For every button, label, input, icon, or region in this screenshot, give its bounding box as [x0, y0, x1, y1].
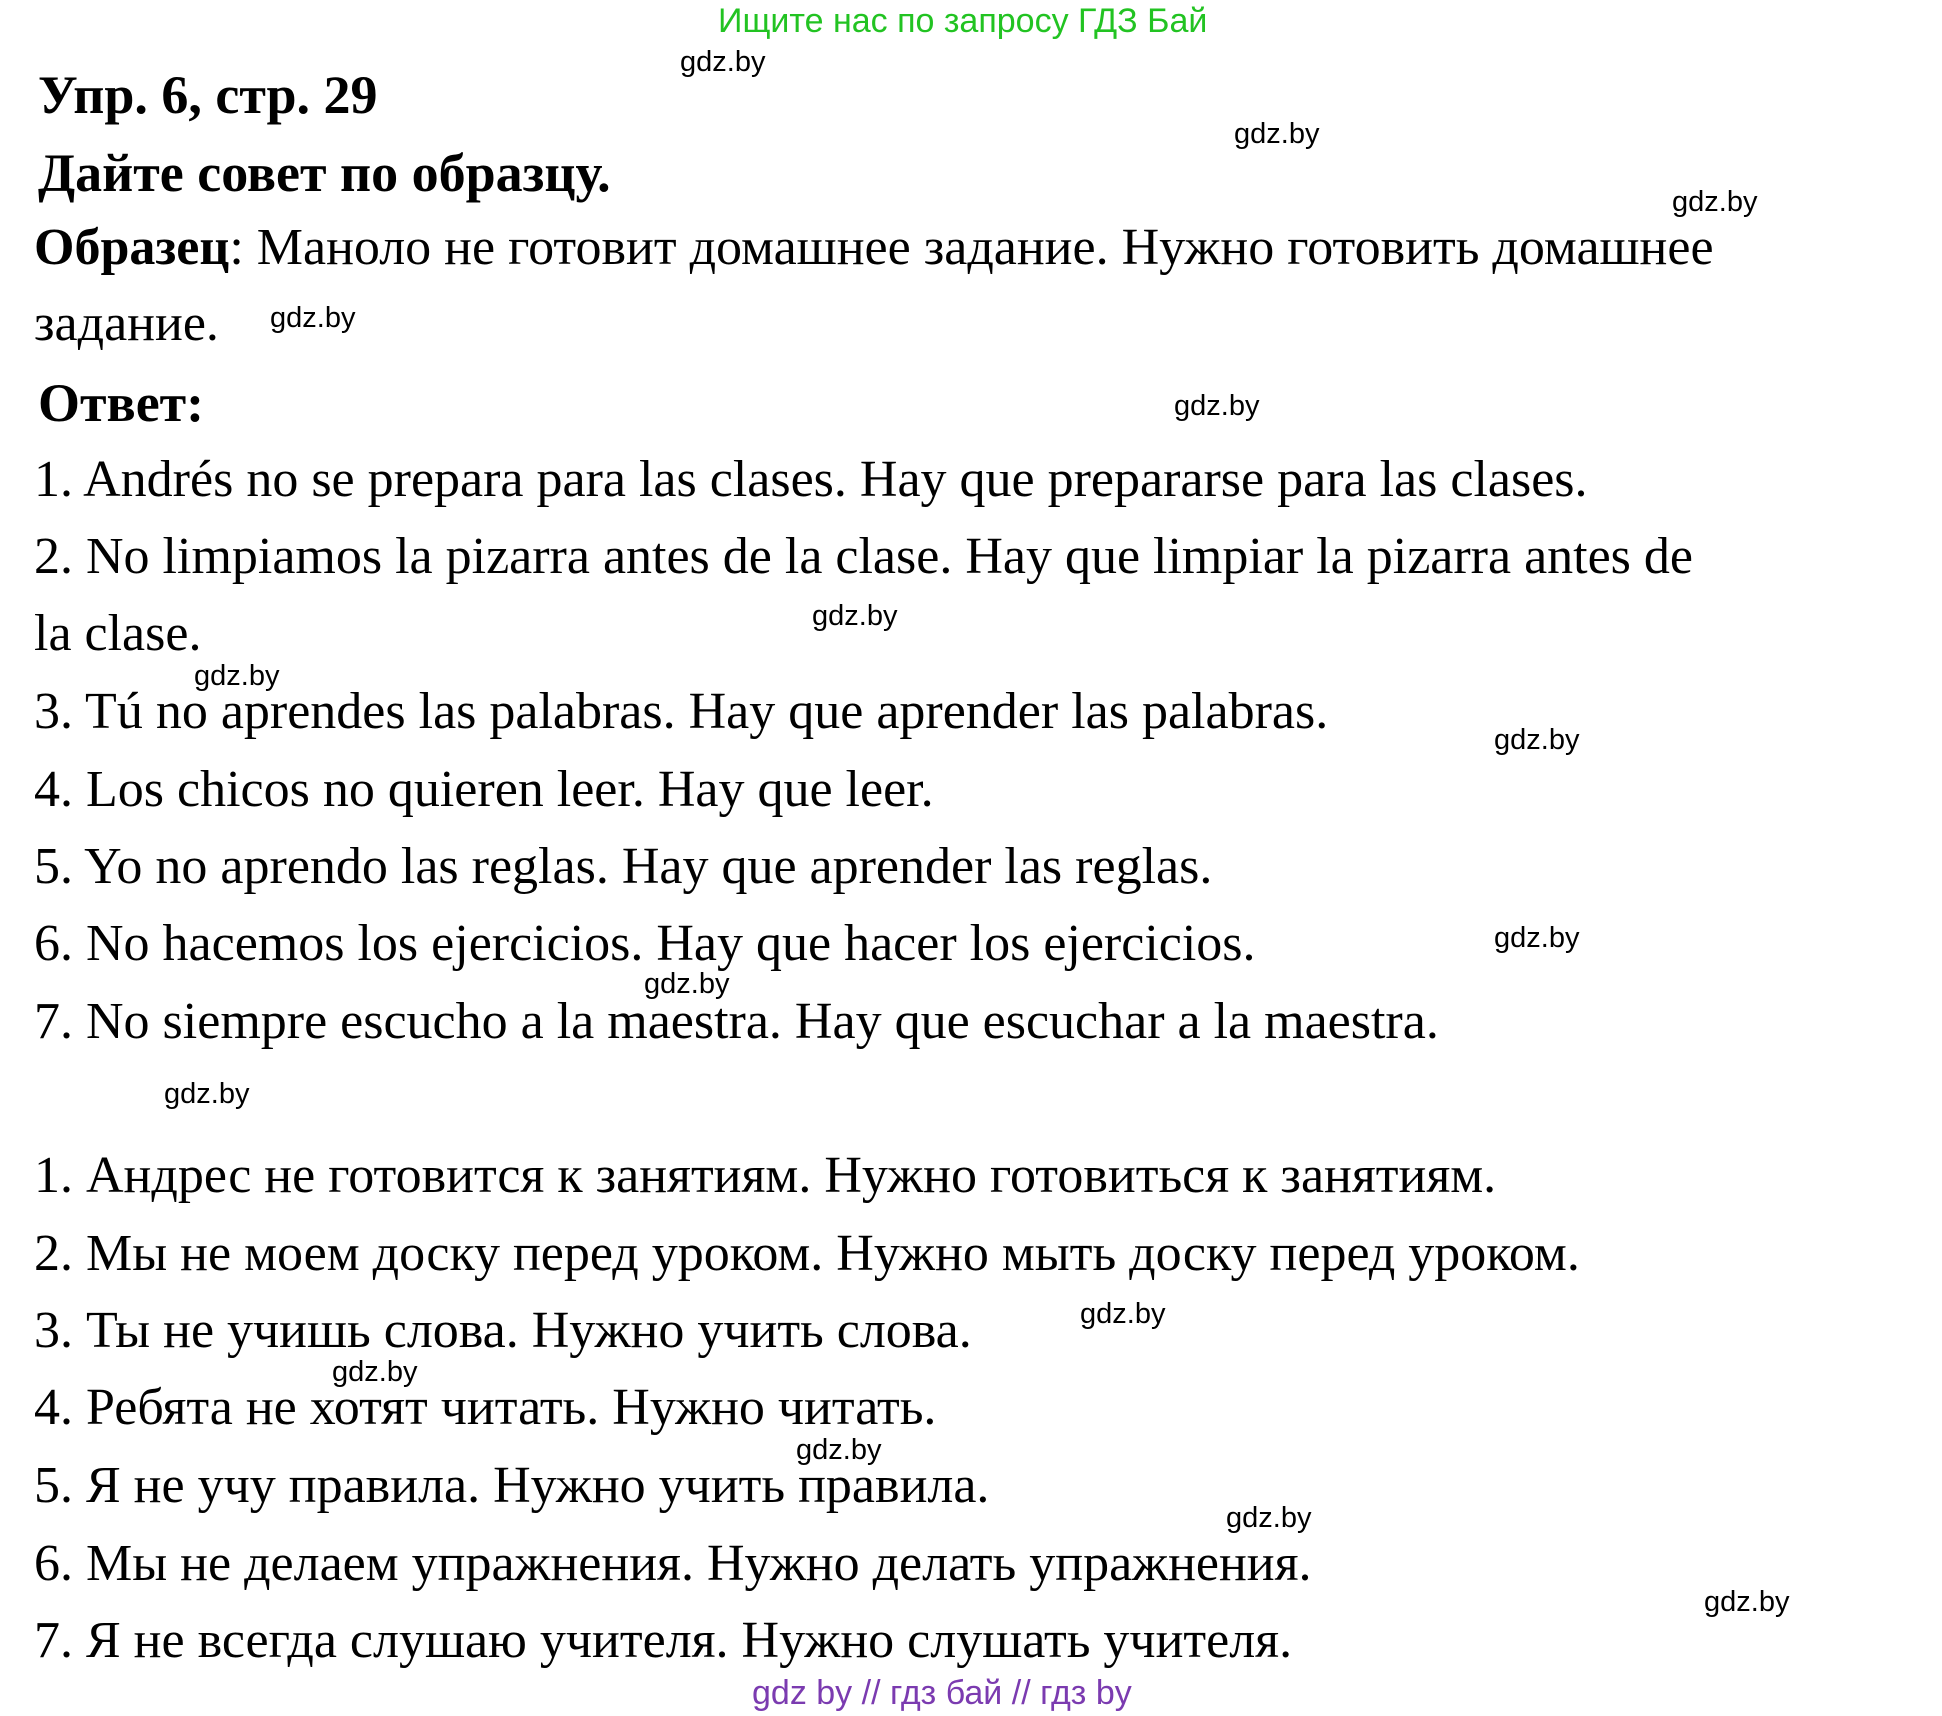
- watermark: gdz.by: [194, 660, 280, 692]
- spanish-line: 7. No siempre escucho a la maestra. Hay que escuchar a la maestra.: [34, 993, 1439, 1050]
- footer-links: gdz by // гдз бай // гдз by: [752, 1674, 1132, 1712]
- sample-label: Образец: [34, 219, 230, 276]
- task-instruction: Дайте совет по образцу.: [38, 143, 611, 203]
- spanish-line: 2. No limpiamos la pizarra antes de la clase. Hay que limpiar la pizarra antes de: [34, 528, 1693, 585]
- watermark: gdz.by: [1704, 1586, 1790, 1618]
- russian-line: 5. Я не учу правила. Нужно учить правила.: [34, 1457, 990, 1514]
- sample-line-1: [34, 218, 1714, 277]
- russian-line: 7. Я не всегда слушаю учителя. Нужно слушать учителя.: [34, 1612, 1293, 1669]
- watermark: gdz.by: [1672, 186, 1758, 218]
- russian-line: 4. Ребята не хотят читать. Нужно читать.: [34, 1379, 937, 1436]
- watermark: gdz.by: [164, 1078, 250, 1110]
- watermark: gdz.by: [680, 46, 766, 78]
- watermark: gdz.by: [270, 302, 356, 334]
- answer-label: Ответ:: [38, 373, 205, 433]
- sample-text: : Маноло не готовит домашнее задание. Нужно готовить домашнее: [229, 219, 1714, 276]
- russian-line: 3. Ты не учишь слова. Нужно учить слова.: [34, 1302, 972, 1359]
- watermark: gdz.by: [1494, 724, 1580, 756]
- watermark: gdz.by: [796, 1434, 882, 1466]
- watermark: gdz.by: [1080, 1298, 1166, 1330]
- search-banner: Ищите нас по запросу ГДЗ Бай: [718, 2, 1208, 40]
- watermark: gdz.by: [1226, 1502, 1312, 1534]
- spanish-line: la clase.: [34, 605, 202, 662]
- watermark: gdz.by: [1234, 118, 1320, 150]
- spanish-line: 4. Los chicos no quieren leer. Hay que leer.: [34, 761, 934, 818]
- watermark: gdz.by: [1494, 922, 1580, 954]
- watermark: gdz.by: [1174, 390, 1260, 422]
- spanish-line: 6. No hacemos los ejercicios. Hay que hacer los ejercicios.: [34, 915, 1256, 972]
- watermark: gdz.by: [812, 600, 898, 632]
- russian-line: 2. Мы не моем доску перед уроком. Нужно мыть доску перед уроком.: [34, 1225, 1580, 1282]
- spanish-line: 1. Andrés no se prepara para las clases. Hay que prepararse para las clases.: [34, 451, 1588, 508]
- spanish-line: 3. Tú no aprendes las palabras. Hay que aprender las palabras.: [34, 683, 1329, 740]
- watermark: gdz.by: [332, 1356, 418, 1388]
- sample-line-2: задание.: [34, 295, 219, 352]
- exercise-title: Упр. 6, стр. 29: [38, 65, 378, 125]
- russian-line: 1. Андрес не готовится к занятиям. Нужно готовиться к занятиям.: [34, 1147, 1497, 1204]
- spanish-line: 5. Yo no aprendo las reglas. Hay que aprender las reglas.: [34, 838, 1213, 895]
- russian-line: 6. Мы не делаем упражнения. Нужно делать упражнения.: [34, 1535, 1312, 1592]
- watermark: gdz.by: [644, 968, 730, 1000]
